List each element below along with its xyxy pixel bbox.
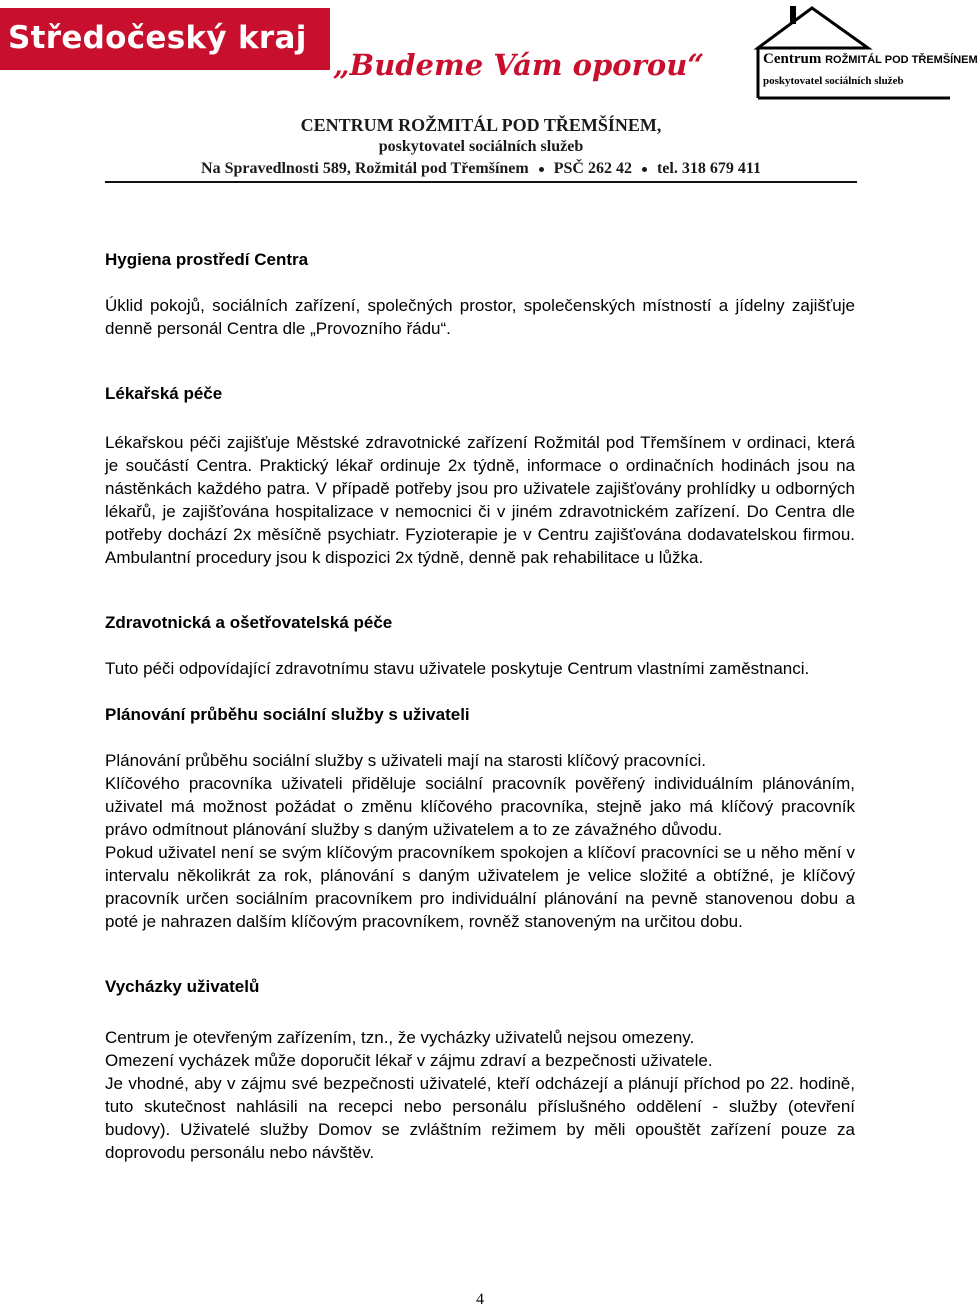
slogan: „Budeme Vám oporou“ — [333, 48, 704, 82]
region-banner-text: Středočeský kraj — [8, 20, 307, 56]
paragraph: Úklid pokojů, sociálních zařízení, společných prostor, společenských místností a jídelny zajišťuje denně personál Centra dle „Provozního řádu“. — [105, 296, 855, 338]
org-name: CENTRUM ROŽMITÁL POD TŘEMŠÍNEM, — [300, 115, 662, 135]
document-body — [105, 248, 855, 1164]
paragraph: Klíčového pracovníka uživateli přiděluje sociální pracovník pověřený individuálním plánováním, uživatel má možnost požádat o změnu klíčového pracovníka, stejně jako má klíčový pracovník právo odmítnout plánování služby s daným uživatelem a to ze závažného důvodu. — [105, 774, 855, 839]
paragraph: Plánování průběhu sociální služby s uživateli mají na starosti klíčový pracovníci. — [105, 751, 706, 770]
section-title-hygiena: Hygiena prostředí Centra — [105, 250, 309, 269]
logo-centrum: Centrum — [763, 51, 822, 67]
logo-subtitle: poskytovatel sociálních služeb — [763, 75, 904, 87]
address: Na Spravedlnosti 589, Rožmitál pod Třemšínem — [201, 160, 529, 177]
section-title-zdravotnicka: Zdravotnická a ošetřovatelská péče — [105, 613, 393, 632]
org-subtitle: poskytovatel sociálních služeb — [378, 138, 584, 155]
bullet-icon — [642, 167, 647, 172]
paragraph: Centrum je otevřeným zařízením, tzn., že vycházky uživatelů nejsou omezeny. — [105, 1028, 695, 1047]
logo-text — [763, 50, 978, 89]
letterhead — [105, 113, 857, 181]
region-banner — [0, 8, 330, 70]
contact-line — [105, 157, 857, 181]
header-divider — [105, 181, 857, 183]
postcode: PSČ 262 42 — [553, 160, 632, 177]
paragraph: Tuto péči odpovídající zdravotnímu stavu uživatele poskytuje Centrum vlastními zaměstnanci. — [105, 659, 810, 678]
logo-name: ROŽMITÁL POD TŘEMŠÍNEM — [825, 54, 978, 66]
paragraph: Lékařskou péči zajišťuje Městské zdravotnické zařízení Rožmitál pod Třemšínem v ordinaci, která je součástí Centra. Praktický lékař ordinuje 2x týdně, informace o ordinačních hodinách jsou na nástěnkách každého patra. V případě potřeby jsou pro uživatele zajišťovány prohlídky u odborných lékařů, je zajišťována hospitalizace v nemocnici či v jiném zdravotnickém zařízení. Do Centra dle potřeby dochází 2x měsíčně psychiatr. Fyzioterapie je v Centru zajišťována dodavatelskou firmou. Ambulantní procedury jsou k dispozici 2x týdně, denně pak rehabilitace u lůžka. — [105, 433, 855, 567]
phone: tel. 318 679 411 — [656, 160, 761, 177]
bullet-icon — [539, 167, 544, 172]
page-number: 4 — [476, 1291, 484, 1308]
paragraph: Je vhodné, aby v zájmu své bezpečnosti uživatelé, kteří odcházejí a plánují příchod po 22. hodině, tuto skutečnost nahlásili na recepci nebo personálu příslušného oddělení - služby (otevření budovy). Uživatelé služby Domov se zvláštním režimem by měli opouštět zařízení pouze za doprovodu personálu nebo návštěv. — [105, 1074, 855, 1162]
section-title-planovani: Plánování průběhu sociální služby s uživateli — [105, 705, 470, 724]
paragraph: Omezení vycházek může doporučit lékař v zájmu zdraví a bezpečnosti uživatele. — [105, 1051, 713, 1070]
section-title-lekarska: Lékařská péče — [105, 384, 223, 403]
paragraph: Pokud uživatel není se svým klíčovým pracovníkem spokojen a klíčoví pracovníci se u něho mění v intervalu několikrát za rok, plánování s daným uživatelem je velice složité a obtížné, je klíčový pracovník určen sociálním pracovníkem pro individuální plánování na pevně stanovenou dobu a poté je nahrazen dalším klíčovým pracovníkem, rovněž stanoveným na určitou dobu. — [105, 843, 855, 931]
section-title-vychazky: Vycházky uživatelů — [105, 977, 260, 996]
